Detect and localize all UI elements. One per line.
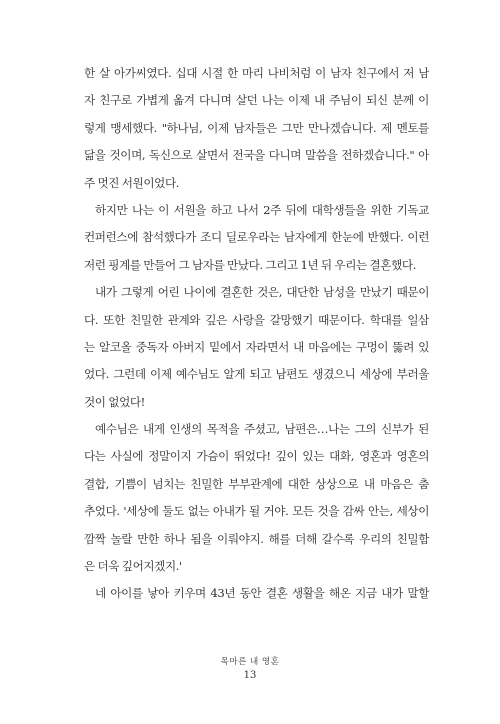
text-line: 렇게 맹세했다. "하나님, 이제 남자들은 그만 만나겠습니다. 제 멘토를: [84, 120, 429, 135]
body-text: [84, 60, 429, 608]
text-line: 네 아이를 낳아 키우며 43년 동안 결혼 생활을 해온 지금 내가 말할: [95, 586, 429, 601]
text-line: 추었다. '세상에 둘도 없는 아내가 될 거야. 모든 것을 감싸 안는, 세상이: [84, 504, 429, 519]
text-line: 다. 또한 친밀한 관계와 깊은 사랑을 갈망했기 때문이다. 학대를 일삼: [84, 312, 429, 327]
text-line: 저런 핑계를 만들어 그 남자를 만났다. 그리고 1년 뒤 우리는 결혼했다.: [84, 257, 416, 272]
text-line: 는 알코올 중독자 아버지 밑에서 자라면서 내 마음에는 구멍이 뚫려 있: [84, 339, 429, 354]
text-line: 깜짝 놀랄 만한 하나 됨을 이뤄야지. 해를 더해 갈수록 우리의 친밀함: [84, 531, 429, 546]
text-line: 자 친구로 가볍게 옮겨 다니며 살던 나는 이제 내 주님이 되신 분께 이: [84, 93, 429, 108]
text-line: 내가 그렇게 어린 나이에 결혼한 것은, 대단한 남성을 만났기 때문이: [95, 285, 429, 300]
running-footer-title: 목마른 내 영혼: [220, 657, 280, 667]
text-line: 예수님은 내게 인생의 목적을 주셨고, 남편은…나는 그의 신부가 된: [95, 422, 429, 437]
text-line: 닮을 것이며, 독신으로 살면서 전국을 다니며 말씀을 전하겠습니다." 아: [84, 148, 429, 163]
text-line: 었다. 그런데 이제 예수님도 알게 되고 남편도 생겼으니 세상에 부러울: [84, 367, 429, 382]
text-line: 것이 없었다!: [84, 394, 145, 409]
text-line: 은 더욱 깊어지겠지.': [84, 559, 182, 574]
text-line: 다는 사실에 정말이지 가슴이 뛰었다! 깊이 있는 대화, 영혼과 영혼의: [84, 449, 429, 464]
text-line: 주 멋진 서원이었다.: [84, 175, 180, 190]
text-line: 컨퍼런스에 참석했다가 조디 딜로우라는 남자에게 한눈에 반했다. 이런: [84, 230, 429, 245]
page-number: 13: [243, 670, 257, 681]
text-line: 결합, 기쁨이 넘치는 친밀한 부부관계에 대한 상상으로 내 마음은 춤: [84, 476, 429, 491]
text-line: 하지만 나는 이 서원을 하고 나서 2주 뒤에 대학생들을 위한 기독교: [95, 202, 429, 217]
text-line: 한 살 아가씨였다. 십대 시절 한 마리 나비처럼 이 남자 친구에서 저 남: [84, 66, 429, 80]
